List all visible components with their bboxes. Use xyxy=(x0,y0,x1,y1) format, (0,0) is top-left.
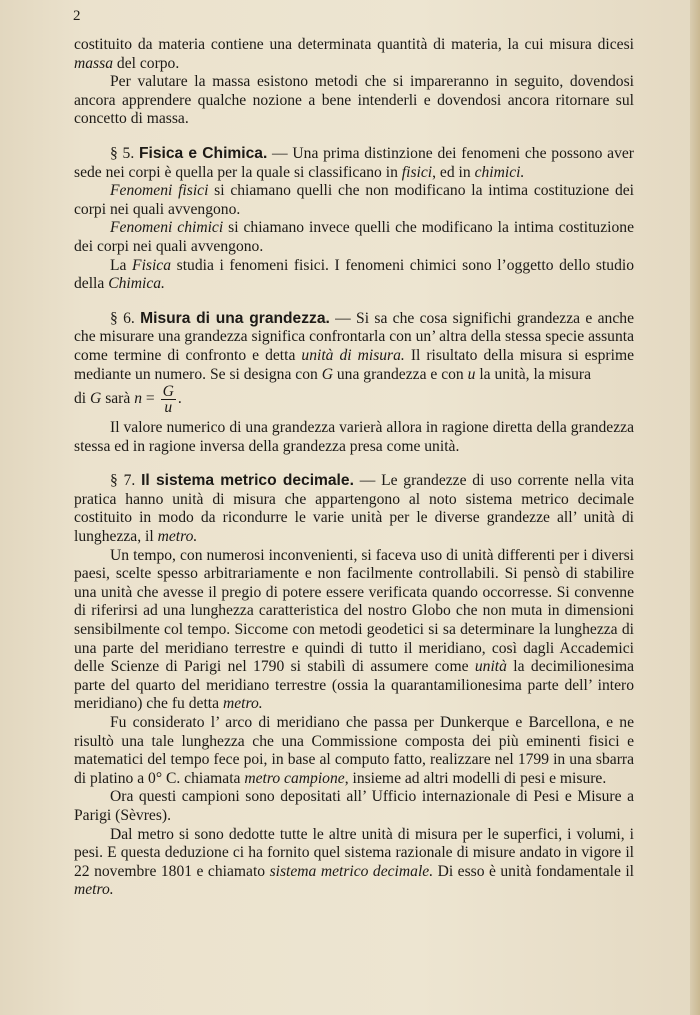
text: = xyxy=(142,390,159,408)
italic-term: Chimica. xyxy=(108,275,165,293)
paragraph-valutare-massa: Per valutare la massa esistono metodi che si impareranno in seguito, dovendosi ancora apprendere qualche nozione a bene intenderli e dovendosi ancora ritornare sul concetto di massa. xyxy=(74,73,634,128)
text: si chiamano invece quelli che modificano la intima costituzione dei corpi nei quali avvengono. xyxy=(74,219,634,255)
text: Di esso è unità fondamentale il xyxy=(433,862,634,880)
text: , insieme ad altri modelli di pesi e misure. xyxy=(344,769,607,787)
text: di xyxy=(74,390,91,408)
text: — Si sa che cosa significhi grandezza e anche che misurare una grandezza significa confrontarla con un’ altra della stessa specie assunta come termine di confronto e detta xyxy=(74,309,634,364)
italic-var: n xyxy=(134,390,142,408)
paragraph-dunkerque xyxy=(74,714,634,788)
paragraph-fenomeni-chimici xyxy=(74,219,634,256)
italic-term: massa xyxy=(74,54,113,72)
italic-term: metro campione xyxy=(244,769,345,787)
text: Dal metro si sono dedotte tutte le altre unità di misura per le superfici, i volumi, i pesi. E questa deduzione ci ha fornito quel sistema razionale di misure andato in vigore il 22 novembre 1801 e chiamato xyxy=(74,825,634,880)
italic-term: unità di misura. xyxy=(301,346,405,364)
italic-term: sistema metrico decimale. xyxy=(269,862,434,880)
text: La xyxy=(110,256,133,274)
text: del corpo. xyxy=(113,54,180,72)
italic-term: metro. xyxy=(222,695,263,713)
paragraph-un-tempo xyxy=(74,547,634,714)
text: costituito da materia contiene una determinata quantità di materia, la cui misura dicesi xyxy=(74,36,634,53)
text: una grandezza e con xyxy=(332,365,468,383)
text: Un tempo, con numerosi inconvenienti, si faceva uso di unità differenti per i diversi paesi, scelte spesso arbitrariamente e non facilmente controllabili. Si pensò di stabilire una unità che avesse il pregio di potere essere verificata quando occorresse. Si convenne di riferirsi ad una lunghezza caratteristica del nostro Globo che non muta in dimensioni sensibilmente col tempo. Siccome con metodi geodetici si sa determinare la lunghezza di una parte del meridiano terrestre e quindi di tutto il meridiano, così dagli Accademici delle Scienze di Parigi nel 1790 si stabilì di assumere come xyxy=(74,546,634,676)
section-7 xyxy=(74,472,634,546)
section-title: Il sistema metrico decimale. xyxy=(141,472,354,490)
italic-var: u xyxy=(467,365,476,383)
text: sarà xyxy=(101,390,135,408)
paragraph-dal-metro xyxy=(74,826,634,900)
paragraph-valore-numerico: Il valore numerico di una grandezza varierà allora in ragione diretta della grandezza stessa ed in ragione inversa della grandezza presa come unità. xyxy=(74,419,634,455)
section-6 xyxy=(74,310,634,384)
italic-term: unità xyxy=(474,658,507,676)
section-number: § 6. xyxy=(110,309,135,327)
paragraph-fenomeni-fisici xyxy=(74,182,634,219)
text: studia i fenomeni fisici. I fenomeni chimici sono l’oggetto dello studio della xyxy=(74,256,634,293)
section-title: Fisica e Chimica. xyxy=(139,144,268,162)
text: si chiamano quelli che non modificano la intima costituzione dei corpi nei quali avvengono. xyxy=(74,182,634,218)
italic-var: G xyxy=(90,390,102,408)
italic-term: metro. xyxy=(157,528,198,546)
text: la decimilionesima parte del quarto del meridiano terrestre (ossia la quarantamilionesima parte dell’ intero meridiano) che fu detta xyxy=(74,658,634,713)
italic-term: Fenomeni fisici xyxy=(110,182,209,200)
italic-term: fisici xyxy=(401,163,433,181)
page-content xyxy=(74,36,634,900)
italic-term: chimici. xyxy=(474,163,525,181)
fraction-denominator: u xyxy=(164,399,173,417)
text: Il risultato della misura si esprime mediante un numero. Se si designa con xyxy=(74,346,634,383)
text: la unità, la misura xyxy=(475,365,592,383)
text: . xyxy=(177,390,182,408)
section-5 xyxy=(74,145,634,182)
italic-term: Fenomeni chimici xyxy=(110,219,224,237)
section-title: Misura di una grandezza. xyxy=(140,309,330,327)
paragraph-fisica-chimica xyxy=(74,257,634,294)
text: — Una prima distinzione dei fenomeni che possono aver sede nei corpi è quella per la quale si classificano in xyxy=(74,144,634,181)
page-edge xyxy=(690,0,700,1015)
fraction xyxy=(161,384,176,415)
italic-var: G xyxy=(321,365,333,383)
paragraph-massa xyxy=(74,36,634,73)
page-number: 2 xyxy=(73,8,81,24)
section-number: § 5. xyxy=(110,144,135,162)
paragraph-campioni: Ora questi campioni sono depositati all’ Ufficio internazionale di Pesi e Misure a Parigi (Sèvres). xyxy=(74,788,634,824)
text: , ed in xyxy=(432,163,475,181)
text: Fu considerato l’ arco di meridiano che passa per Dunkerque e Barcellona, e ne risultò una tale lunghezza che una Commissione composta dei più eminenti fisici e matematici del tempo fece poi, in base al computo fatto, realizzare nel 1799 in una sbarra di platino a 0° C. chiamata xyxy=(74,714,634,787)
fraction-numerator: G xyxy=(162,383,174,401)
section-number: § 7. xyxy=(110,472,136,490)
text: — Le grandezze di uso corrente nella vita pratica hanno unità di misura che appartengono al noto sistema metrico decimale costituito in modo da ricondurre le varie unità per le diverse grandezze all’ unità di lunghezza, il xyxy=(74,472,634,546)
formula-line xyxy=(74,384,634,415)
italic-term: Fisica xyxy=(132,256,172,274)
italic-term: metro. xyxy=(74,881,114,899)
